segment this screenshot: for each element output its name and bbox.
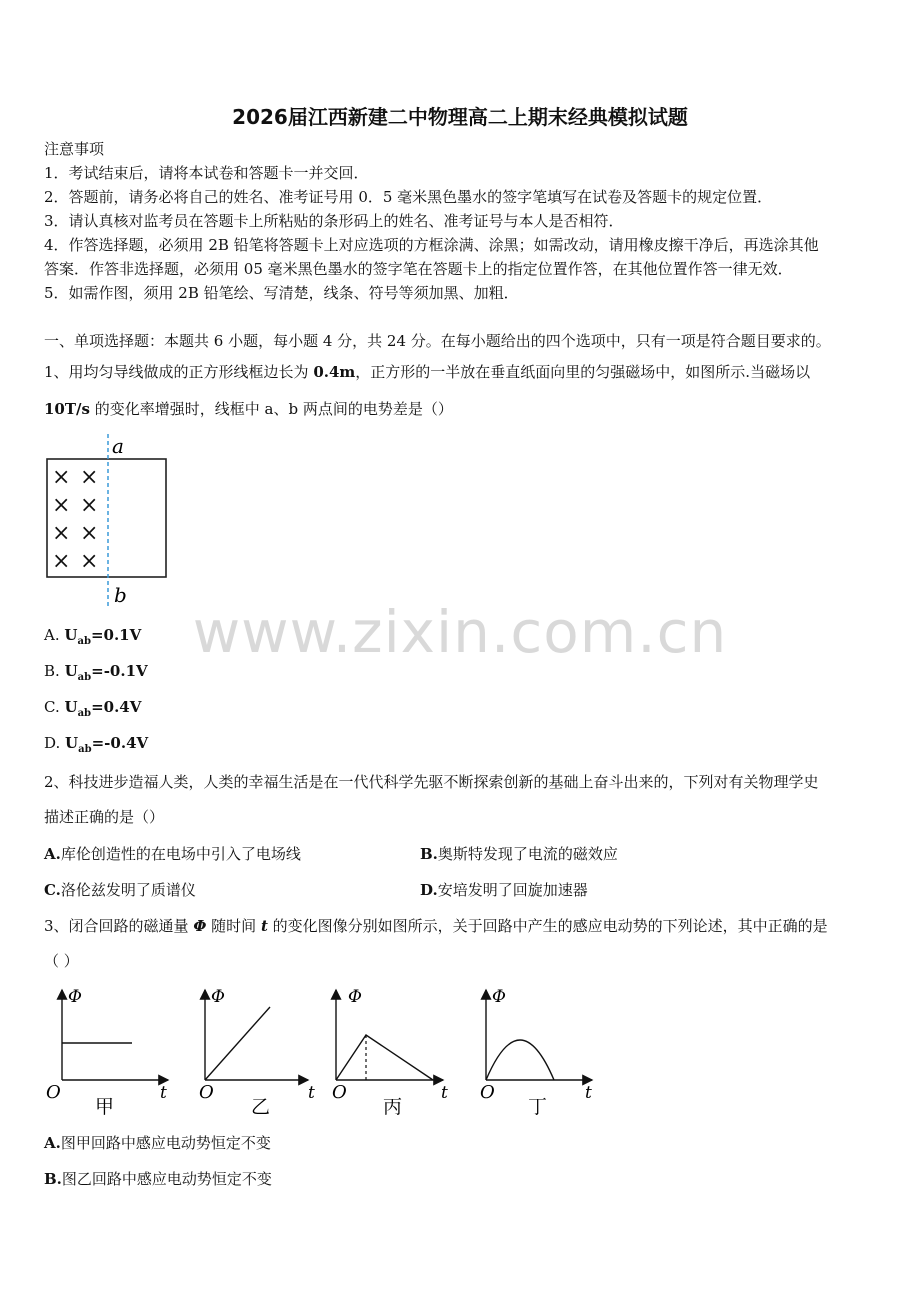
svg-text:t: t (160, 1083, 167, 1103)
q3-stem-line1: 3、闭合回路的磁通量 Φ 随时间 t 的变化图像分别如图所示，关于回路中产生的感应电动势的下列论述，其中正确的是 (44, 917, 828, 935)
svg-text:丁: 丁 (528, 1096, 548, 1118)
magnetic-field-cross-icon: × (80, 549, 99, 574)
notice-item: 答案．作答非选择题，必须用 05 毫米黑色墨水的签字笔在答题卡上的指定位置作答，在其他位置作答一律无效． (44, 260, 793, 278)
svg-text:O: O (199, 1082, 214, 1103)
point-a-label: a (112, 434, 124, 458)
svg-text:Φ: Φ (348, 987, 362, 1007)
q2-option-b[interactable]: B.奥斯特发现了电流的磁效应 (420, 845, 618, 863)
magnetic-field-cross-icon: × (80, 521, 99, 546)
q2-stem-line1: 2、科技进步造福人类，人类的幸福生活是在一代代科学先驱不断探索创新的基础上奋斗出来的，下列对有关物理学史 (44, 773, 819, 791)
q1-stem-line2: 10T/s 的变化率增强时，线框中 a、b 两点间的电势差是（） (44, 400, 453, 418)
q3-flux-graphs (40, 980, 610, 1120)
svg-text:t: t (308, 1083, 315, 1103)
notice-item: 4．作答选择题，必须用 2B 铅笔将答题卡上对应选项的方框涂满、涂黑；如需改动，请用橡皮擦干净后，再选涂其他 (44, 236, 819, 254)
notice-item: 2．答题前，请务必将自己的姓名、准考证号用 0．5 毫米黑色墨水的签字笔填写在试卷及答题卡的规定位置． (44, 188, 773, 206)
triangle-flux-line (336, 1035, 433, 1080)
q3-option-a[interactable]: A.图甲回路中感应电动势恒定不变 (44, 1134, 271, 1152)
q1-figure (40, 430, 180, 610)
q2-option-d[interactable]: D.安培发明了回旋加速器 (420, 881, 588, 899)
svg-text:O: O (46, 1082, 61, 1103)
linear-flux-line (205, 1007, 270, 1080)
graph-bing (332, 987, 448, 1118)
magnetic-field-cross-icon: × (52, 521, 71, 546)
q2-stem-line2: 描述正确的是（） (44, 808, 165, 826)
svg-text:t: t (441, 1083, 448, 1103)
q3-stem-line2: （ ） (44, 952, 79, 970)
q1-option-b[interactable]: B. $U_{ab}=-0.1V$ (44, 662, 148, 683)
svg-text:丙: 丙 (383, 1096, 403, 1118)
magnetic-field-cross-icon: × (52, 549, 71, 574)
q2-option-a[interactable]: A.库伦创造性的在电场中引入了电场线 (44, 845, 301, 863)
point-b-label: b (114, 583, 127, 607)
graph-ding (480, 987, 592, 1118)
q1-option-c[interactable]: C. $U_{ab}=0.4V$ (44, 698, 142, 719)
graph-yi (199, 987, 315, 1118)
graph-jia (46, 987, 168, 1118)
svg-text:甲: 甲 (95, 1096, 115, 1118)
q1-option-d[interactable]: D. $U_{ab}=-0.4V$ (44, 734, 149, 755)
notice-item: 1．考试结束后，请将本试卷和答题卡一并交回． (44, 164, 369, 182)
svg-text:O: O (480, 1082, 495, 1103)
magnetic-field-cross-icon: × (80, 493, 99, 518)
section-heading: 一、单项选择题：本题共 6 小题，每小题 4 分，共 24 分。在每小题给出的四个选项中，只有一项是符合题目要求的。 (44, 332, 831, 350)
arc-flux-curve (486, 1040, 554, 1080)
svg-text:Φ: Φ (68, 987, 82, 1007)
notice-heading: 注意事项 (44, 140, 105, 158)
watermark: www.zixin.com.cn (192, 598, 728, 666)
q2-option-c[interactable]: C.洛伦兹发明了质谱仪 (44, 881, 196, 899)
notice-item: 3．请认真核对监考员在答题卡上所粘贴的条形码上的姓名、准考证号与本人是否相符． (44, 212, 624, 230)
svg-text:O: O (332, 1082, 347, 1103)
magnetic-field-cross-icon: × (52, 465, 71, 490)
svg-text:Φ: Φ (492, 987, 506, 1007)
q1-option-a[interactable]: A. $U_{ab}=0.1V$ (44, 626, 142, 647)
svg-text:t: t (585, 1083, 592, 1103)
magnetic-field-cross-icon: × (80, 465, 99, 490)
svg-text:Φ: Φ (211, 987, 225, 1007)
page-title: 2026届江西新建二中物理高二上期末经典模拟试题 (232, 105, 688, 129)
svg-text:乙: 乙 (251, 1096, 271, 1118)
q3-option-b[interactable]: B.图乙回路中感应电动势恒定不变 (44, 1170, 272, 1188)
notice-item: 5．如需作图，须用 2B 铅笔绘、写清楚，线条、符号等须加黑、加粗． (44, 284, 519, 302)
q1-stem-line1: 1、用均匀导线做成的正方形线框边长为 0.4m，正方形的一半放在垂直纸面向里的匀强磁场中，如图所示.当磁场以 (44, 363, 811, 381)
magnetic-field-cross-icon: × (52, 493, 71, 518)
